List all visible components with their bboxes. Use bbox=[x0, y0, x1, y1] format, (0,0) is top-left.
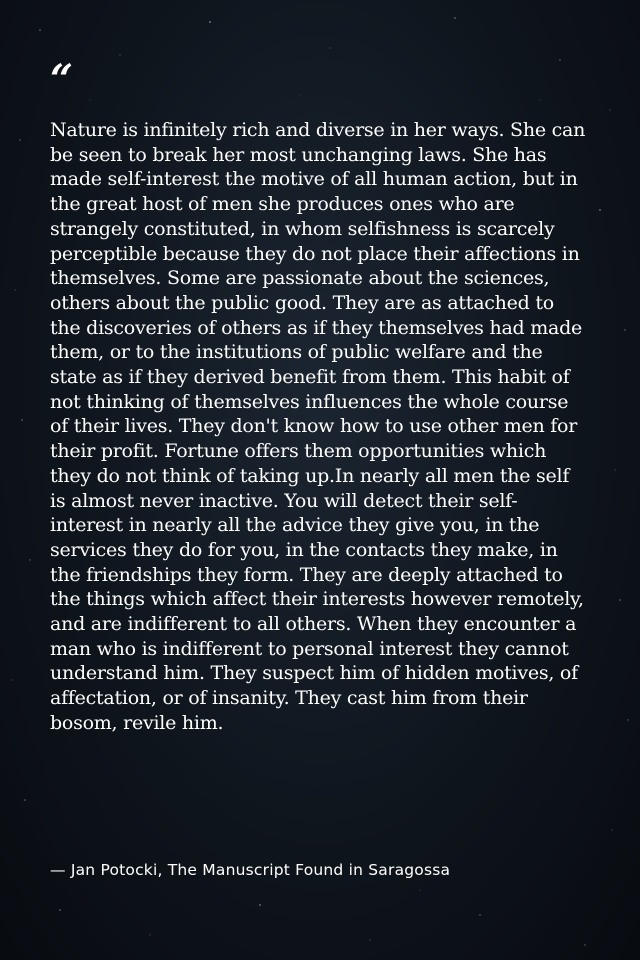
quote-text: Nature is infinitely rich and diverse in her ways. She can be seen to break her most unchanging laws. She has made self-interest the motive of all human action, but in the great host of men she produces ones who are strangely constituted, in whom selfishness is scarcely perceptible because they do not place their affections in themselves. Some are passionate about the sciences, others about the public good. They are as attached to the discoveries of others as if they themselves had made them, or to the institutions of public welfare and the state as if they derived benefit from them. This habit of not thinking of themselves influences the whole course of their lives. They don't know how to use other men for their profit. Fortune offers them opportunities which they do not think of taking up.In nearly all men the self is almost never inactive. You will detect their self-interest in nearly all the advice they give you, in the services they do for you, in the contacts they make, in the friendships they form. They are deeply attached to the things which affect their interests however remotely, and are indifferent to all others. When they encounter a man who is indifferent to personal interest they cannot understand him. They suspect him of hidden motives, of affectation, or of insanity. They cast him from their bosom, revile him. bbox=[50, 119, 586, 734]
quote-attribution: — Jan Potocki, The Manuscript Found in Saragossa bbox=[50, 861, 451, 879]
opening-quote-mark: “ bbox=[50, 56, 74, 103]
